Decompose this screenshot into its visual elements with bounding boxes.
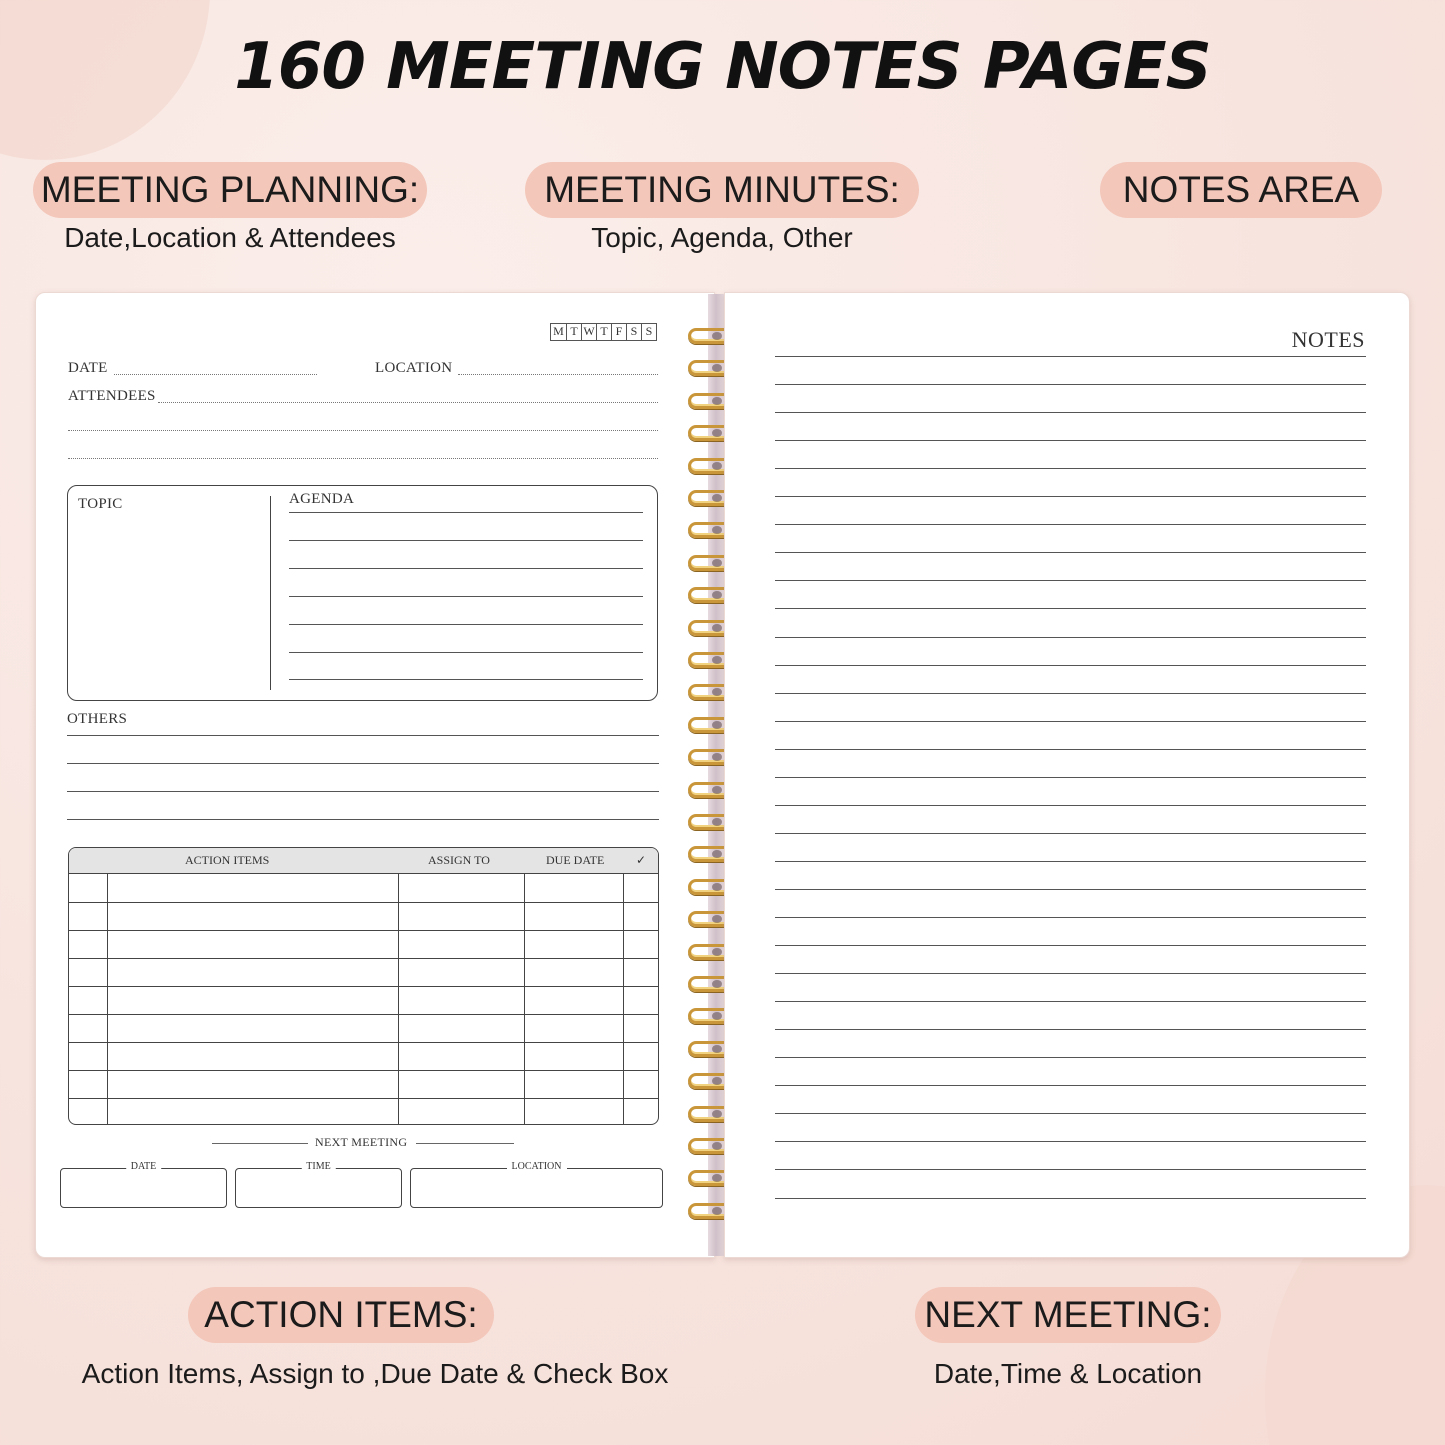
attendees-label: ATTENDEES <box>68 388 156 404</box>
agenda-line <box>289 596 643 597</box>
notes-line <box>775 412 1366 413</box>
agenda-line <box>289 679 643 680</box>
feature-pill-minutes: MEETING MINUTES: <box>525 162 919 218</box>
date-label: DATE <box>68 360 108 376</box>
weekday-checkboxes <box>550 323 657 341</box>
next-meeting-rule <box>212 1143 308 1144</box>
table-col-divider <box>398 874 399 1124</box>
others-line <box>67 763 659 764</box>
notes-line <box>775 1085 1366 1086</box>
col-action-items: ACTION ITEMS <box>185 853 270 867</box>
next-meeting-rule <box>416 1143 514 1144</box>
feature-pill-notes: NOTES AREA <box>1100 162 1382 218</box>
feature-pill-actions: ACTION ITEMS: <box>188 1287 494 1343</box>
table-col-divider <box>623 874 624 1124</box>
notes-line <box>775 1001 1366 1002</box>
notes-line <box>775 945 1366 946</box>
attendees-line <box>158 402 658 403</box>
col-assign-to: ASSIGN TO <box>428 853 490 867</box>
next-meeting-date-label: DATE <box>126 1161 162 1172</box>
table-col-divider <box>107 874 108 1124</box>
feature-sub-actions: Action Items, Assign to ,Due Date & Check Box <box>81 1358 669 1389</box>
table-row <box>69 1042 658 1043</box>
notes-line <box>775 805 1366 806</box>
weekday-box: T <box>566 324 581 340</box>
notes-line <box>775 1141 1366 1142</box>
table-row <box>69 986 658 987</box>
table-row <box>69 930 658 931</box>
weekday-box: M <box>553 324 564 338</box>
location-label: LOCATION <box>375 360 453 376</box>
notes-line <box>775 1169 1366 1170</box>
notes-line <box>775 552 1366 553</box>
agenda-line <box>289 624 643 625</box>
notes-line <box>775 1198 1366 1199</box>
notes-line <box>775 973 1366 974</box>
notes-line <box>775 917 1366 918</box>
notes-line <box>775 1057 1366 1058</box>
notes-line <box>775 440 1366 441</box>
next-meeting-location-box <box>410 1161 663 1208</box>
next-meeting-location-label: LOCATION <box>507 1161 567 1172</box>
table-col-divider <box>524 874 525 1124</box>
notes-line <box>775 608 1366 609</box>
notes-line <box>775 580 1366 581</box>
feature-sub-minutes: Topic, Agenda, Other <box>591 222 853 253</box>
feature-pill-planning: MEETING PLANNING: <box>33 162 427 218</box>
others-line <box>67 819 659 820</box>
agenda-line <box>289 512 643 513</box>
notes-line <box>775 665 1366 666</box>
others-label: OTHERS <box>67 711 128 727</box>
feature-sub-planning: Date,Location & Attendees <box>64 222 396 253</box>
attendees-line <box>68 458 658 459</box>
action-items-table <box>68 847 659 1125</box>
notes-line <box>775 889 1366 890</box>
notes-line <box>775 1029 1366 1030</box>
table-row <box>69 1070 658 1071</box>
notes-title: NOTES <box>1291 327 1365 352</box>
notes-line <box>775 384 1366 385</box>
location-line <box>458 374 658 375</box>
topic-divider <box>270 496 271 690</box>
col-check: ✓ <box>636 853 647 867</box>
weekday-box: T <box>596 324 611 340</box>
weekday-box: W <box>581 324 596 340</box>
feature-pill-next: NEXT MEETING: <box>915 1287 1221 1343</box>
table-row <box>69 1098 658 1099</box>
agenda-line <box>289 652 643 653</box>
notes-line <box>775 356 1366 357</box>
notes-line <box>775 777 1366 778</box>
notes-line <box>775 861 1366 862</box>
weekday-box: S <box>641 324 656 340</box>
notes-line <box>775 833 1366 834</box>
notes-line <box>775 749 1366 750</box>
notes-line <box>775 693 1366 694</box>
attendees-line <box>68 430 658 431</box>
weekday-box: S <box>626 324 641 340</box>
table-row <box>69 902 658 903</box>
notes-line <box>775 496 1366 497</box>
notes-line <box>775 637 1366 638</box>
table-row <box>69 958 658 959</box>
notes-line <box>775 468 1366 469</box>
weekday-box: F <box>611 324 626 340</box>
notes-line <box>775 524 1366 525</box>
next-meeting-heading: NEXT MEETING <box>315 1135 408 1149</box>
agenda-line <box>289 540 643 541</box>
others-line <box>67 791 659 792</box>
page-title: 160 MEETING NOTES PAGES <box>234 30 1211 104</box>
agenda-label: AGENDA <box>289 491 355 507</box>
topic-agenda-box <box>67 485 658 701</box>
next-meeting-date-box <box>60 1161 227 1208</box>
table-header <box>69 848 658 874</box>
next-meeting-time-box <box>235 1161 402 1208</box>
agenda-line <box>289 568 643 569</box>
date-line <box>114 374 317 375</box>
notes-page <box>724 292 1410 1258</box>
notes-line <box>775 721 1366 722</box>
notes-line <box>775 1113 1366 1114</box>
meeting-notes-page <box>35 292 715 1258</box>
feature-sub-next: Date,Time & Location <box>933 1358 1203 1389</box>
topic-label: TOPIC <box>78 496 123 512</box>
next-meeting-time-label: TIME <box>301 1161 335 1172</box>
col-due-date: DUE DATE <box>546 853 605 867</box>
others-line <box>67 735 659 736</box>
table-row <box>69 1014 658 1015</box>
